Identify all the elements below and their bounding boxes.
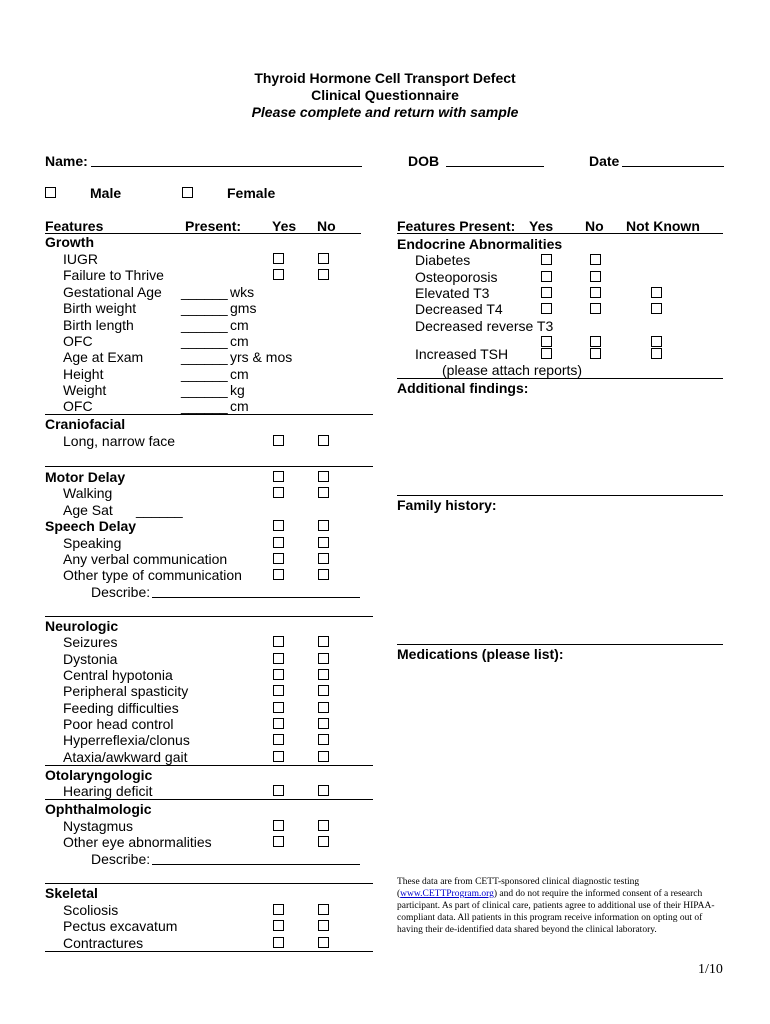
spasticity-no-checkbox[interactable] [318, 685, 329, 696]
tsh-unknown-checkbox[interactable] [651, 348, 662, 359]
measure-ofc2-field[interactable]: ______ [181, 398, 228, 414]
item-diabetes: Diabetes [415, 252, 471, 268]
age-sat-field[interactable]: ______ [136, 502, 183, 518]
item-feeding-difficulties: Feeding difficulties [63, 700, 179, 716]
ataxia-no-checkbox[interactable] [318, 751, 329, 762]
date-field[interactable] [622, 166, 724, 167]
item-failure-to-thrive: Failure to Thrive [63, 267, 164, 283]
rt3-no-checkbox[interactable] [590, 336, 601, 347]
iugr-yes-checkbox[interactable] [273, 253, 284, 264]
item-central-hypotonia: Central hypotonia [63, 667, 173, 683]
left-header-yes: Yes [272, 218, 297, 234]
right-header-not-known: Not Known [626, 218, 700, 234]
contractures-no-checkbox[interactable] [318, 937, 329, 948]
item-iugr: IUGR [63, 251, 98, 267]
additional-findings-area[interactable] [397, 398, 723, 492]
section-otolaryngologic-title: Otolaryngologic [45, 767, 153, 783]
divider [45, 799, 373, 800]
measure-ofc-label: OFC [63, 333, 93, 349]
dob-label: DOB [408, 153, 440, 169]
female-label: Female [227, 185, 276, 201]
item-seizures: Seizures [63, 634, 118, 650]
page-number: 1/10 [698, 962, 723, 977]
item-decreased-t4: Decreased T4 [415, 301, 503, 317]
item-other-communication: Other type of communication [63, 567, 242, 583]
item-peripheral-spasticity: Peripheral spasticity [63, 683, 189, 699]
section-skeletal-title: Skeletal [45, 885, 98, 901]
measure-ofc-field[interactable]: ______ [181, 333, 228, 349]
scoliosis-yes-checkbox[interactable] [273, 904, 284, 915]
seizures-no-checkbox[interactable] [318, 636, 329, 647]
eye-describe-field[interactable] [152, 864, 360, 865]
female-checkbox[interactable] [182, 187, 193, 198]
divider [45, 765, 373, 766]
spasticity-yes-checkbox[interactable] [273, 685, 284, 696]
scoliosis-no-checkbox[interactable] [318, 904, 329, 915]
section-endocrine-title: Endocrine Abnormalities [397, 236, 563, 252]
item-ataxia: Ataxia/awkward gait [63, 749, 188, 765]
form-subtitle: Clinical Questionnaire [311, 87, 459, 103]
item-long-narrow-face: Long, narrow face [63, 433, 176, 449]
item-other-eye: Other eye abnormalities [63, 834, 212, 850]
item-verbal-communication: Any verbal communication [63, 551, 228, 567]
item-increased-tsh: Increased TSH [415, 346, 509, 362]
measure-weight-label: Weight [63, 382, 107, 398]
t3-yes-checkbox[interactable] [541, 287, 552, 298]
tsh-no-checkbox[interactable] [590, 348, 601, 359]
section-ophthalmologic-title: Ophthalmologic [45, 801, 152, 817]
item-scoliosis: Scoliosis [63, 902, 119, 918]
name-field[interactable] [91, 166, 362, 167]
speech-describe-label: Describe: [91, 584, 151, 600]
other-comm-no-checkbox[interactable] [318, 569, 329, 580]
dystonia-no-checkbox[interactable] [318, 653, 329, 664]
male-checkbox[interactable] [45, 187, 56, 198]
medications-area[interactable] [397, 664, 723, 864]
divider [45, 883, 373, 884]
measure-age-at-exam-unit: yrs & mos [230, 349, 293, 365]
measure-gestational-age-field[interactable]: ______ [181, 284, 228, 300]
measure-birth-length-label: Birth length [63, 317, 134, 333]
seizures-yes-checkbox[interactable] [273, 636, 284, 647]
diabetes-no-checkbox[interactable] [590, 254, 601, 265]
divider [397, 644, 723, 645]
ataxia-yes-checkbox[interactable] [273, 751, 284, 762]
right-header-underline [397, 233, 723, 234]
divider [45, 466, 373, 467]
head-control-no-checkbox[interactable] [318, 718, 329, 729]
measure-weight-field[interactable]: ______ [181, 382, 228, 398]
nystagmus-no-checkbox[interactable] [318, 820, 329, 831]
measure-weight-unit: kg [230, 382, 245, 398]
date-label: Date [589, 153, 620, 169]
diabetes-yes-checkbox[interactable] [541, 254, 552, 265]
section-speech-title: Speech Delay [45, 518, 137, 534]
ftt-no-checkbox[interactable] [318, 269, 329, 280]
rt3-yes-checkbox[interactable] [541, 336, 552, 347]
pectus-no-checkbox[interactable] [318, 920, 329, 931]
measure-ofc2-unit: cm [230, 398, 249, 414]
right-header-no: No [585, 218, 604, 234]
rt3-unknown-checkbox[interactable] [651, 336, 662, 347]
divider [45, 951, 373, 952]
other-comm-yes-checkbox[interactable] [273, 569, 284, 580]
measure-gestational-age-label: Gestational Age [63, 284, 162, 300]
item-hyperreflexia: Hyperreflexia/clonus [63, 732, 190, 748]
t3-unknown-checkbox[interactable] [651, 287, 662, 298]
consent-note: These data are from CETT-sponsored clinical diagnostic testing (www.CETTProgram.org) and do not require the informed consent of a research participant. As part of clinical care, patients agree to additional use of their HIPAA-compliant data. All patients in this program receive information on opting out of having their de-identified data shared beyond the clinical laboratory. [397, 877, 715, 935]
tsh-yes-checkbox[interactable] [541, 348, 552, 359]
section-motor-title: Motor Delay [45, 469, 126, 485]
measure-gestational-age-unit: wks [230, 284, 255, 300]
measure-height-field[interactable]: ______ [181, 366, 228, 382]
measure-ofc2-label: OFC [63, 398, 93, 414]
speech-no-checkbox[interactable] [318, 520, 329, 531]
item-elevated-t3: Elevated T3 [415, 285, 490, 301]
speech-yes-checkbox[interactable] [273, 520, 284, 531]
pectus-yes-checkbox[interactable] [273, 920, 284, 931]
verbal-yes-checkbox[interactable] [273, 553, 284, 564]
motor-yes-checkbox[interactable] [273, 471, 284, 482]
section-growth-title: Growth [45, 234, 94, 250]
divider [397, 495, 723, 496]
right-header-yes: Yes [529, 218, 554, 234]
item-speaking: Speaking [63, 535, 122, 551]
form-instruction: Please complete and return with sample [251, 104, 519, 120]
speaking-no-checkbox[interactable] [318, 537, 329, 548]
t3-no-checkbox[interactable] [590, 287, 601, 298]
head-control-yes-checkbox[interactable] [273, 718, 284, 729]
dob-field[interactable] [446, 166, 544, 167]
verbal-no-checkbox[interactable] [318, 553, 329, 564]
form-title: Thyroid Hormone Cell Transport Defect [254, 70, 516, 86]
speaking-yes-checkbox[interactable] [273, 537, 284, 548]
item-poor-head-control: Poor head control [63, 716, 174, 732]
attach-reports-note: (please attach reports) [442, 362, 583, 378]
male-label: Male [90, 185, 122, 201]
other-eye-no-checkbox[interactable] [318, 836, 329, 847]
cett-link[interactable]: www.CETTProgram.org [400, 889, 494, 899]
measure-height-unit: cm [230, 366, 249, 382]
right-header-features: Features Present: [397, 218, 516, 234]
hyperreflexia-no-checkbox[interactable] [318, 734, 329, 745]
walking-no-checkbox[interactable] [318, 487, 329, 498]
measure-height-label: Height [63, 366, 104, 382]
item-osteoporosis: Osteoporosis [415, 269, 498, 285]
ftt-yes-checkbox[interactable] [273, 269, 284, 280]
measure-age-at-exam-label: Age at Exam [63, 349, 144, 365]
hypotonia-yes-checkbox[interactable] [273, 669, 284, 680]
osteoporosis-yes-checkbox[interactable] [541, 271, 552, 282]
hyperreflexia-yes-checkbox[interactable] [273, 734, 284, 745]
family-history-area[interactable] [397, 515, 723, 641]
item-pectus: Pectus excavatum [63, 918, 178, 934]
face-no-checkbox[interactable] [318, 435, 329, 446]
measure-birth-weight-label: Birth weight [63, 300, 137, 316]
item-nystagmus: Nystagmus [63, 818, 134, 834]
divider [45, 414, 373, 415]
divider [397, 378, 723, 379]
t4-no-checkbox[interactable] [590, 303, 601, 314]
hearing-yes-checkbox[interactable] [273, 785, 284, 796]
feeding-yes-checkbox[interactable] [273, 702, 284, 713]
item-hearing-deficit: Hearing deficit [63, 783, 153, 799]
dystonia-yes-checkbox[interactable] [273, 653, 284, 664]
age-sat-label: Age Sat [63, 502, 113, 518]
left-header-no: No [317, 218, 336, 234]
feeding-no-checkbox[interactable] [318, 702, 329, 713]
eye-describe-label: Describe: [91, 851, 151, 867]
other-eye-yes-checkbox[interactable] [273, 836, 284, 847]
measure-birth-length-field[interactable]: ______ [181, 317, 228, 333]
walking-yes-checkbox[interactable] [273, 487, 284, 498]
left-header-features: Features [45, 218, 104, 234]
measure-birth-length-unit: cm [230, 317, 249, 333]
item-walking: Walking [63, 485, 113, 501]
nystagmus-yes-checkbox[interactable] [273, 820, 284, 831]
item-decreased-reverse-t3: Decreased reverse T3 [415, 318, 554, 334]
measure-birth-weight-field[interactable]: ______ [181, 300, 228, 316]
speech-describe-field[interactable] [152, 597, 360, 598]
left-header-present: Present: [185, 218, 242, 234]
osteoporosis-no-checkbox[interactable] [590, 271, 601, 282]
additional-findings-label: Additional findings: [397, 380, 529, 396]
item-dystonia: Dystonia [63, 651, 118, 667]
contractures-yes-checkbox[interactable] [273, 937, 284, 948]
face-yes-checkbox[interactable] [273, 435, 284, 446]
item-contractures: Contractures [63, 935, 144, 951]
divider [45, 616, 373, 617]
t4-yes-checkbox[interactable] [541, 303, 552, 314]
medications-label: Medications (please list): [397, 646, 564, 662]
motor-no-checkbox[interactable] [318, 471, 329, 482]
measure-ofc-unit: cm [230, 333, 249, 349]
measure-birth-weight-unit: gms [230, 300, 257, 316]
t4-unknown-checkbox[interactable] [651, 303, 662, 314]
hypotonia-no-checkbox[interactable] [318, 669, 329, 680]
name-label: Name: [45, 153, 88, 169]
family-history-label: Family history: [397, 497, 497, 513]
hearing-no-checkbox[interactable] [318, 785, 329, 796]
section-craniofacial-title: Craniofacial [45, 416, 126, 432]
iugr-no-checkbox[interactable] [318, 253, 329, 264]
section-neurologic-title: Neurologic [45, 618, 119, 634]
measure-age-at-exam-field[interactable]: ______ [181, 349, 228, 365]
